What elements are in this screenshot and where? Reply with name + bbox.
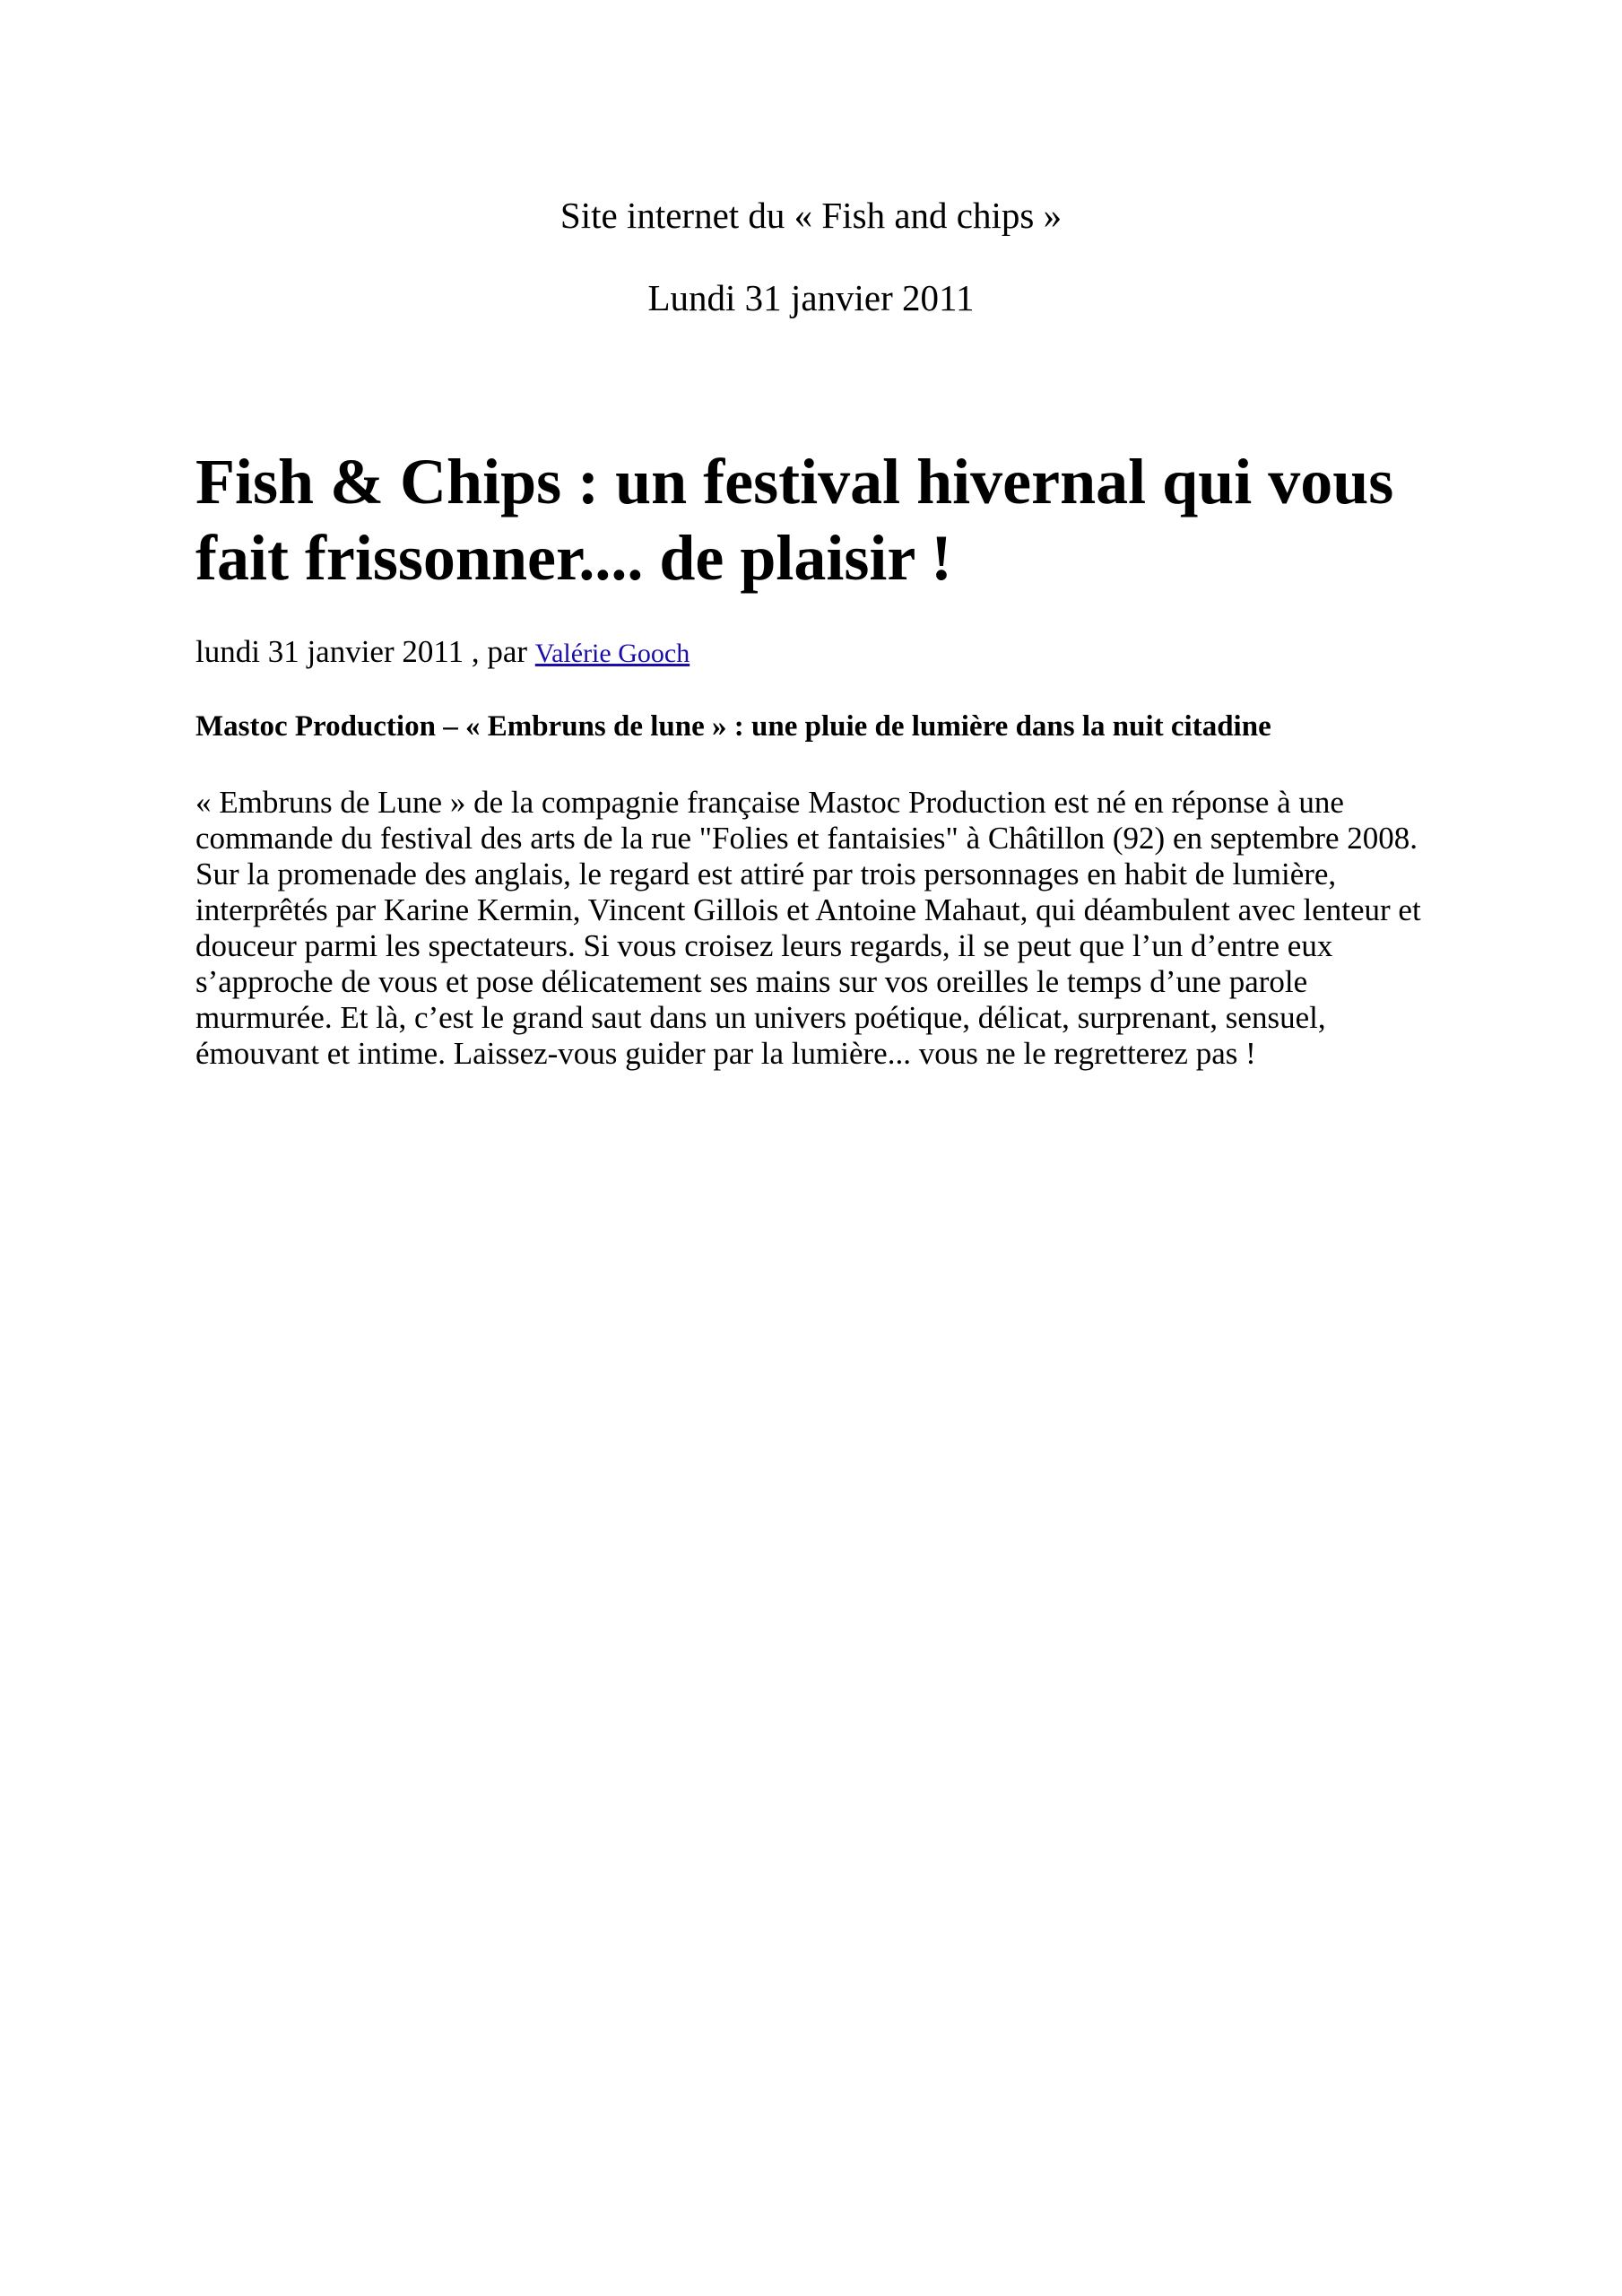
article-title: Fish & Chips : un festival hivernal qui vous fait frissonner.... de plaisir ! xyxy=(195,446,1394,594)
source-date: Lundi 31 janvier 2011 xyxy=(647,277,975,318)
article-byline xyxy=(195,633,1451,671)
source-site-title: Site internet du « Fish and chips » xyxy=(559,195,1063,236)
byline-date: lundi 31 janvier 2011 , par xyxy=(195,634,535,669)
article-subtitle: Mastoc Production – « Embruns de lune » : une pluie de lumière dans la nuit citadine xyxy=(195,710,1271,743)
author-link[interactable]: Valérie Gooch xyxy=(534,639,690,668)
article-body: « Embruns de Lune » de la compagnie française Mastoc Production est né en réponse à une commande du festival des arts de la rue "Folies et fantaisies" à Châtillon (92) en septembre 2008. Sur la promenade des anglais, le regard est attiré par trois personnages en habit de lumière, interprêtés par Karine Kermin, Vincent Gillois et Antoine Mahaut, qui déambulent avec lenteur et douceur parmi les spectateurs. Si vous croisez leurs regards, il se peut que l’un d’entre eux s’approche de vous et pose délicatement ses mains sur vos oreilles le temps d’une parole murmurée. Et là, c’est le grand saut dans un univers poétique, délicat, surprenant, sensuel, émouvant et intime. Laissez-vous guider par la lumière... vous ne le regretterez pas ! xyxy=(195,785,1421,1071)
